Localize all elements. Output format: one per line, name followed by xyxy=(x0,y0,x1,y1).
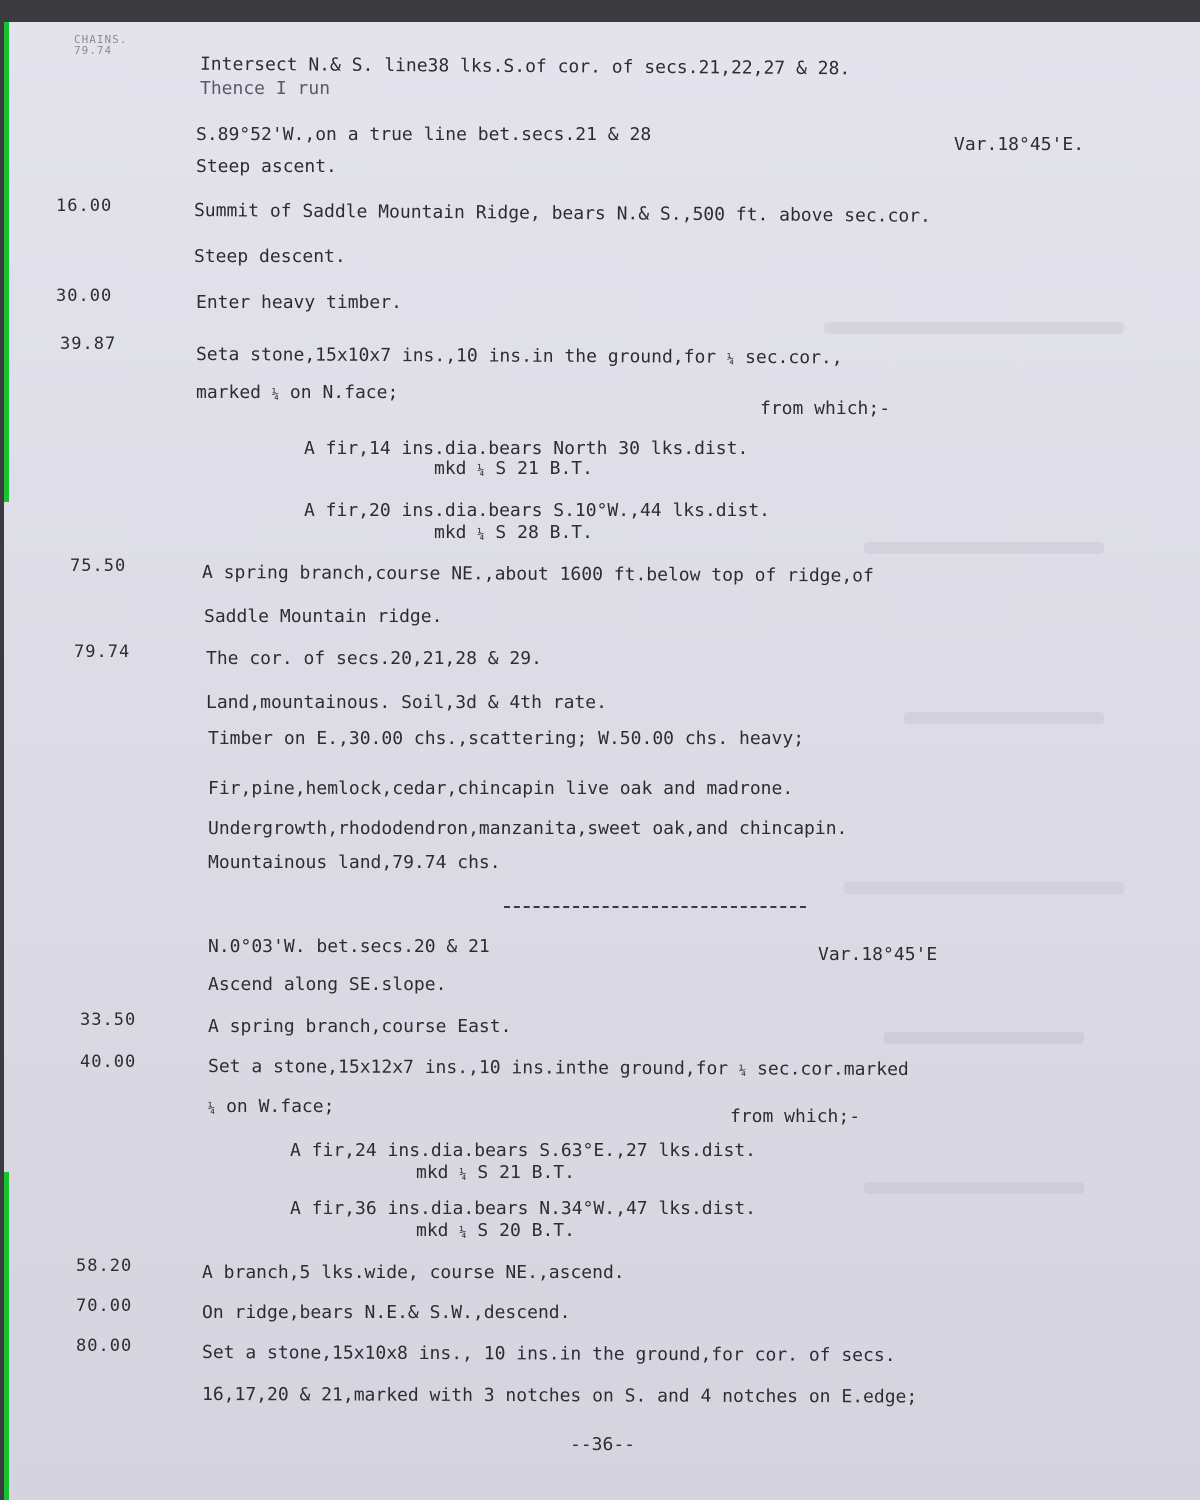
chain-distance: 58.20 xyxy=(76,1256,133,1276)
chain-distance: 30.00 xyxy=(56,286,113,306)
chain-distance: 40.00 xyxy=(80,1052,137,1072)
bleed-through-mark xyxy=(844,882,1124,894)
bleed-through-mark xyxy=(864,542,1104,554)
note-line: Intersect N.& S. line38 lks.S.of cor. of secs.21,22,27 & 28. xyxy=(199,53,851,80)
note-line: Fir,pine,hemlock,cedar,chincapin live oak and madrone. xyxy=(208,778,794,799)
note-line: Seta stone,15x10x7 ins.,10 ins.in the ground,for ¼ sec.cor., xyxy=(195,344,843,369)
chains-header xyxy=(74,34,127,56)
chain-distance: 79.74 xyxy=(74,642,131,662)
chains-value: 79.74 xyxy=(74,44,113,57)
note-line: Steep descent. xyxy=(194,246,346,267)
bearing-tree-mark: mkd ¼ S 20 B.T. xyxy=(416,1220,575,1241)
note-line: On ridge,bears N.E.& S.W.,descend. xyxy=(202,1302,571,1323)
note-line: Land,mountainous. Soil,3d & 4th rate. xyxy=(206,692,607,713)
course-line: S.89°52'W.,on a true line bet.secs.21 & 28 xyxy=(196,124,652,145)
note-line: Summit of Saddle Mountain Ridge, bears N.& S.,500 ft. above sec.cor. xyxy=(193,200,931,227)
document-page xyxy=(4,22,1200,1500)
bearing-tree-mark: mkd ¼ S 21 B.T. xyxy=(416,1162,575,1183)
chain-distance: 33.50 xyxy=(80,1010,137,1030)
note-line: A spring branch,course East. xyxy=(208,1016,512,1037)
note-line: marked ¼ on N.face; xyxy=(196,382,399,403)
note-line: Thence I run xyxy=(200,78,331,99)
note-line: Set a stone,15x12x7 ins.,10 ins.inthe ground,for ¼ sec.cor.marked xyxy=(207,1056,909,1081)
bearing-tree-mark: mkd ¼ S 28 B.T. xyxy=(434,522,593,543)
bearing-tree-line: A fir,36 ins.dia.bears N.34°W.,47 lks.dist. xyxy=(290,1198,756,1219)
note-line: 16,17,20 & 21,marked with 3 notches on S. and 4 notches on E.edge; xyxy=(201,1384,918,1408)
bleed-through-mark xyxy=(904,712,1104,724)
bearing-tree-line: A fir,24 ins.dia.bears S.63°E.,27 lks.dist. xyxy=(290,1140,756,1161)
note-line: Ascend along SE.slope. xyxy=(208,974,447,995)
variation-label: Var.18°45'E xyxy=(818,944,938,965)
from-which-label: from which;- xyxy=(730,1106,861,1127)
note-line: The cor. of secs.20,21,28 & 29. xyxy=(206,648,542,669)
bearing-tree-mark: mkd ¼ S 21 B.T. xyxy=(434,458,593,479)
note-line: ¼ on W.face; xyxy=(208,1096,335,1117)
bearing-tree-line: A fir,14 ins.dia.bears North 30 lks.dist. xyxy=(304,438,749,459)
note-line: A branch,5 lks.wide, course NE.,ascend. xyxy=(202,1262,625,1283)
note-line: Set a stone,15x10x8 ins., 10 ins.in the ground,for cor. of secs. xyxy=(201,1342,896,1367)
note-line: Timber on E.,30.00 chs.,scattering; W.50.00 chs. heavy; xyxy=(208,728,805,749)
note-line: Mountainous land,79.74 chs. xyxy=(208,852,501,873)
chain-distance: 80.00 xyxy=(76,1336,133,1356)
from-which-label: from which;- xyxy=(760,398,891,419)
variation-label: Var.18°45'E. xyxy=(954,134,1085,155)
section-divider xyxy=(504,906,806,908)
chain-distance: 16.00 xyxy=(56,196,113,216)
bleed-through-mark xyxy=(884,1032,1084,1044)
course-line: N.0°03'W. bet.secs.20 & 21 xyxy=(208,936,490,957)
chain-distance: 70.00 xyxy=(76,1296,133,1316)
note-line: Steep ascent. xyxy=(196,156,337,177)
bearing-tree-line: A fir,20 ins.dia.bears S.10°W.,44 lks.dist. xyxy=(304,500,770,521)
note-line: Enter heavy timber. xyxy=(196,292,402,313)
chains-label: CHAINS. xyxy=(74,33,128,46)
bleed-through-mark xyxy=(824,322,1124,334)
note-line: Undergrowth,rhododendron,manzanita,sweet oak,and chincapin. xyxy=(208,818,848,839)
page-number: --36-- xyxy=(570,1434,636,1455)
chain-distance: 75.50 xyxy=(70,556,127,576)
note-line: Saddle Mountain ridge. xyxy=(204,606,443,627)
scan-edge-marker xyxy=(4,22,9,502)
chain-distance: 39.87 xyxy=(60,334,117,354)
note-line: A spring branch,course NE.,about 1600 ft.below top of ridge,of xyxy=(201,562,874,587)
bleed-through-mark xyxy=(864,1182,1084,1194)
scan-edge-marker xyxy=(4,1172,9,1500)
